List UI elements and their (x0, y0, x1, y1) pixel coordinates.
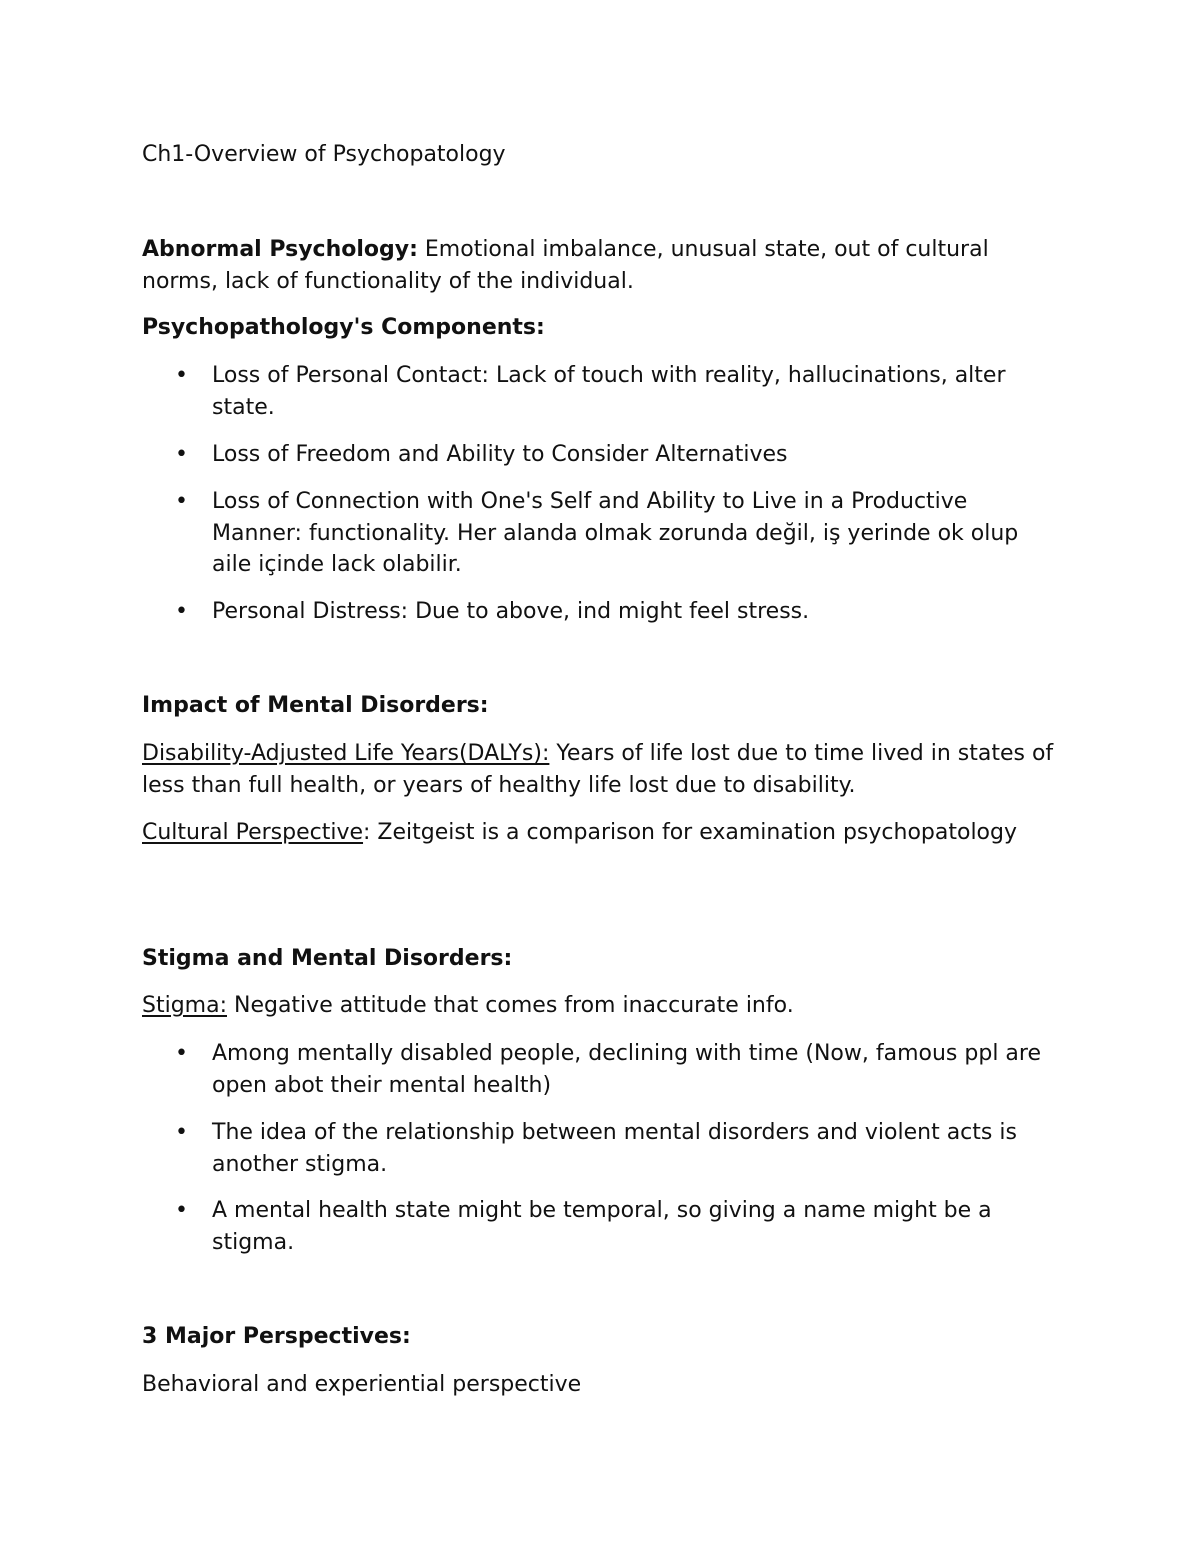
dalys-term: Disability-Adjusted Life Years(DALYs): (142, 741, 550, 766)
bullet-icon: • (175, 442, 188, 467)
bullet-icon: • (175, 1120, 188, 1145)
stigma-term: Stigma: (142, 993, 227, 1018)
bullet-icon: • (175, 489, 188, 514)
components-heading: Psychopathology's Components: (142, 315, 545, 340)
list-item-text: Loss of Connection with One's Self and Ability to Live in a Productive Manner: functionality. Her alanda olmak zorunda değil, iş yerinde ok olup aile içinde lack olabilir. (212, 489, 1019, 577)
list-item (142, 360, 1062, 423)
stigma-paragraph (142, 990, 1062, 1022)
dalys-paragraph (142, 738, 1062, 801)
abnormal-psychology-term: Abnormal Psychology: (142, 237, 418, 262)
bullet-icon: • (175, 1041, 188, 1066)
list-item-text: A mental health state might be temporal, so giving a name might be a stigma. (212, 1198, 992, 1255)
dalys-definition: Years of life lost due to time lived in states of less than full health, or years of healthy life lost due to disability. (142, 741, 1054, 798)
list-item (142, 486, 1062, 581)
bullet-icon: • (175, 363, 188, 388)
list-item-text: Among mentally disabled people, declining with time (Now, famous ppl are open abot their mental health) (212, 1041, 1041, 1098)
list-item-text: Personal Distress: Due to above, ind might feel stress. (212, 599, 810, 624)
abnormal-psychology-paragraph (142, 234, 1062, 297)
document-title: Ch1-Overview of Psychopatology (142, 142, 506, 167)
list-item (142, 596, 1062, 628)
list-item (142, 1038, 1062, 1101)
bullet-icon: • (175, 1198, 188, 1223)
list-item (142, 439, 1062, 471)
list-item (142, 1117, 1062, 1180)
abnormal-psychology-definition: Emotional imbalance, unusual state, out of cultural norms, lack of functionality of the individual. (142, 237, 989, 294)
list-item-text: Loss of Personal Contact: Lack of touch with reality, hallucinations, alter state. (212, 363, 1006, 420)
impact-heading: Impact of Mental Disorders: (142, 693, 489, 718)
stigma-heading: Stigma and Mental Disorders: (142, 946, 513, 971)
stigma-definition: Negative attitude that comes from inaccurate info. (227, 993, 794, 1018)
cultural-perspective-definition: : Zeitgeist is a comparison for examination psychopatology (363, 820, 1017, 845)
cultural-perspective-paragraph (142, 817, 1062, 849)
bullet-icon: • (175, 599, 188, 624)
behavioral-perspective-line: Behavioral and experiential perspective (142, 1372, 582, 1397)
list-item (142, 1195, 1062, 1258)
list-item-text: The idea of the relationship between mental disorders and violent acts is another stigma. (212, 1120, 1017, 1177)
perspectives-heading: 3 Major Perspectives: (142, 1324, 411, 1349)
cultural-perspective-term: Cultural Perspective (142, 820, 364, 845)
list-item-text: Loss of Freedom and Ability to Consider Alternatives (212, 442, 788, 467)
